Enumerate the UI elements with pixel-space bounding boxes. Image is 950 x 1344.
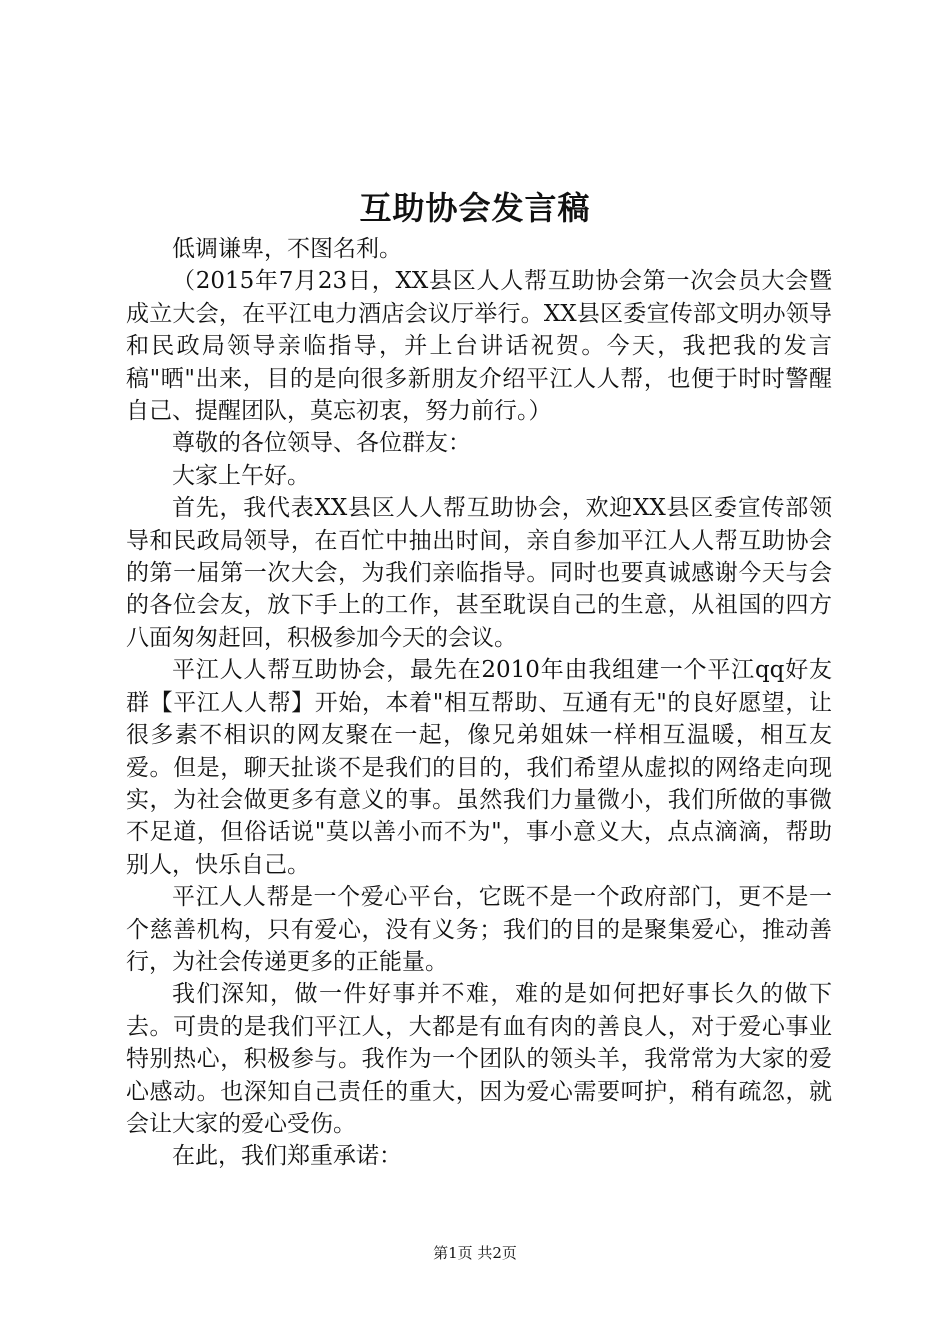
paragraph: （2015年7月23日，XX县区人人帮互助协会第一次会员大会暨成立大会，在平江电力酒店会议厅举行。XX县区委宣传部文明办领导和民政局领导亲临指导，并上台讲话祝贺。今天，我把我的发言稿"晒"出来，目的是向很多新朋友介绍平江人人帮，也便于时时警醒自己、提醒团队，莫忘初衷，努力前行。） xyxy=(126,268,832,425)
paragraph: 首先，我代表XX县区人人帮互助协会，欢迎XX县区委宣传部领导和民政局领导，在百忙中抽出时间，亲自参加平江人人帮互助协会的第一届第一次大会，为我们亲临指导。同时也要真诚感谢今天与会的各位会友，放下手上的工作，甚至耽误自己的生意，从祖国的四方八面匆匆赶回，积极参加今天的会议。 xyxy=(126,495,832,651)
paragraph: 我们深知，做一件好事并不难，难的是如何把好事长久的做下去。可贵的是我们平江人，大都是有血有肉的善良人，对于爱心事业特别热心，积极参与。我作为一个团队的领头羊，我常常为大家的爱心感动。也深知自己责任的重大，因为爱心需要呵护，稍有疏忽，就会让大家的爱心受伤。 xyxy=(126,981,832,1137)
paragraph: 大家上午好。 xyxy=(172,462,310,489)
paragraph: 平江人人帮互助协会，最先在2010年由我组建一个平江qq好友群【平江人人帮】开始，本着"相互帮助、互通有无"的良好愿望，让很多素不相识的网友聚在一起，像兄弟姐妹一样相互温暖，相互友爱。但是，聊天扯谈不是我们的目的，我们希望从虚拟的网络走向现实，为社会做更多有意义的事。虽然我们力量微小，我们所做的事微不足道，但俗话说"莫以善小而不为"，事小意义大，点点滴滴，帮助别人，快乐自己。 xyxy=(126,657,832,878)
document-body xyxy=(126,233,832,1173)
paragraph: 在此，我们郑重承诺： xyxy=(172,1143,402,1170)
paragraph: 尊敬的各位领导、各位群友： xyxy=(172,430,471,457)
document-title: 互助协会发言稿 xyxy=(359,189,591,227)
paragraph: 平江人人帮是一个爱心平台，它既不是一个政府部门，更不是一个慈善机构，只有爱心，没有义务；我们的目的是聚集爱心，推动善行，为社会传递更多的正能量。 xyxy=(126,884,832,975)
page-footer: 第1页 共2页 xyxy=(433,1244,517,1262)
paragraph: 低调谦卑，不图名利。 xyxy=(172,236,402,262)
